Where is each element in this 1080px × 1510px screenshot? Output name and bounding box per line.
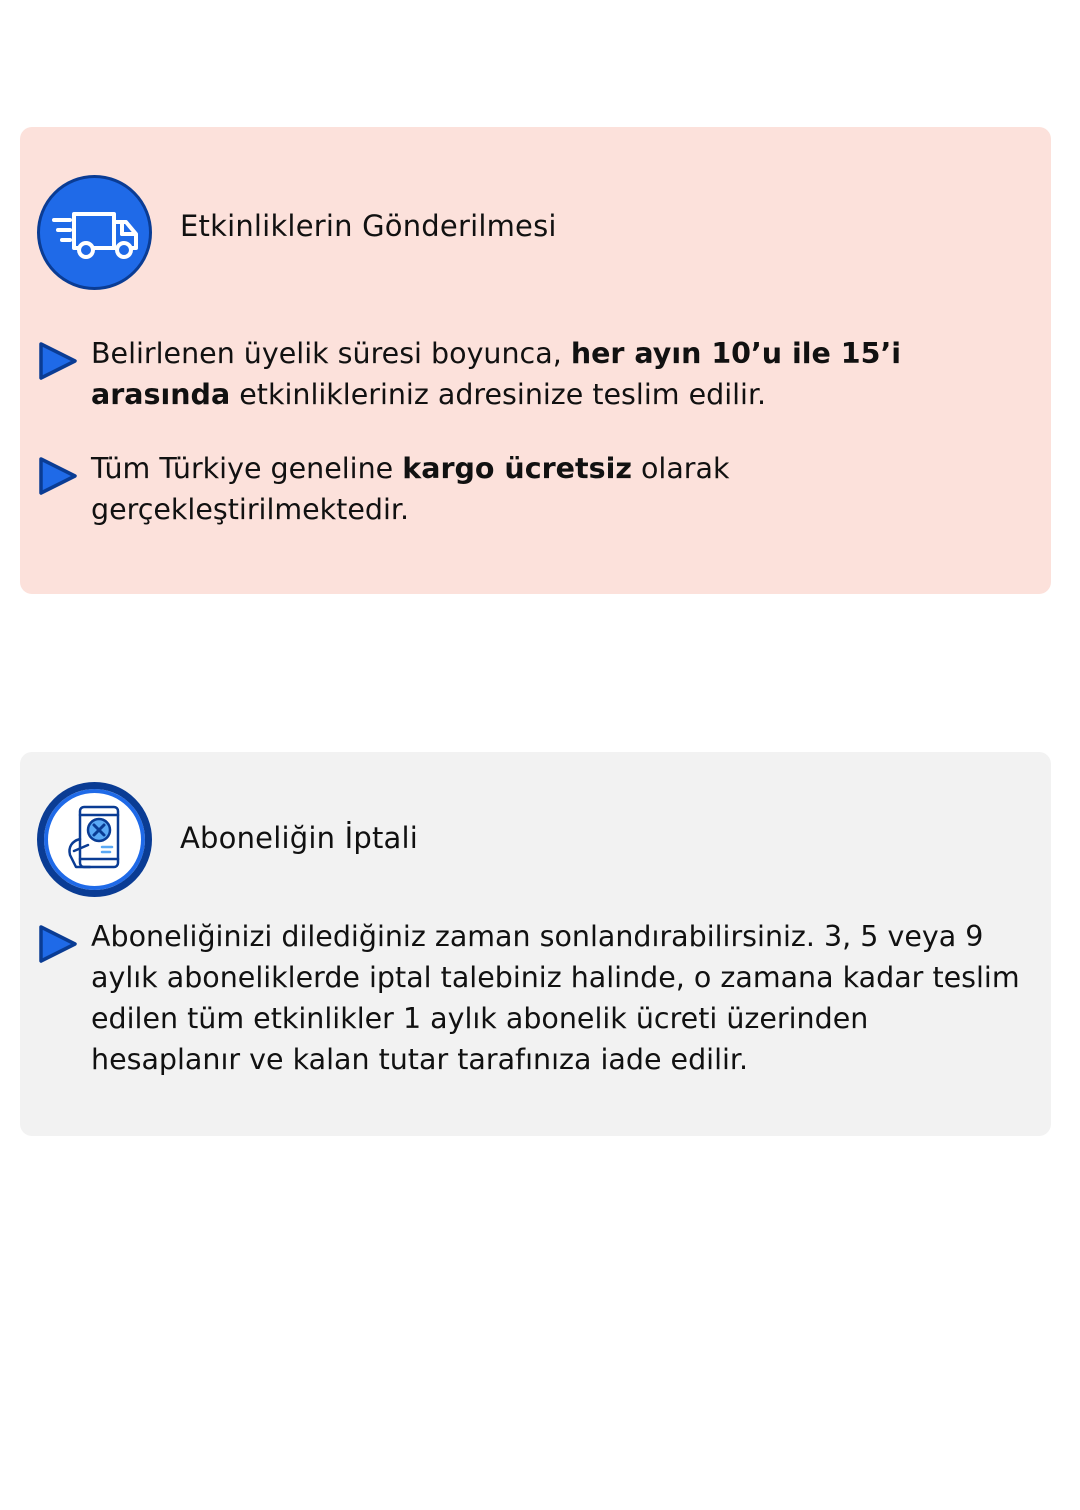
section-title: Etkinliklerin Gönderilmesi: [180, 209, 557, 243]
bullet-text: Belirlenen üyelik süresi boyunca, her ayın 10’u ile 15’i arasında etkinlikleriniz adresinize teslim edilir.: [91, 337, 902, 411]
delivery-info-card: [20, 127, 1051, 594]
bullet-text: Aboneliğinizi dilediğiniz zaman sonlandırabilirsiniz. 3, 5 veya 9 aylık aboneliklerde iptal talebiniz halinde, o zamana kadar teslim edilen tüm etkinlikler 1 aylık abonelik ücreti üzerinden hesaplanır ve kalan tutar tarafınıza iade edilir.: [91, 920, 1020, 1076]
cancellation-info-card: [20, 752, 1051, 1136]
delivery-truck-icon: [37, 175, 152, 290]
play-arrow-icon: [38, 924, 78, 964]
play-arrow-icon: [38, 341, 78, 381]
bullet-text: Tüm Türkiye geneline kargo ücretsiz olarak gerçekleştirilmektedir.: [91, 452, 730, 526]
section-title: Aboneliğin İptali: [180, 821, 419, 855]
cancel-subscription-icon: [37, 782, 152, 897]
play-arrow-icon: [38, 456, 78, 496]
